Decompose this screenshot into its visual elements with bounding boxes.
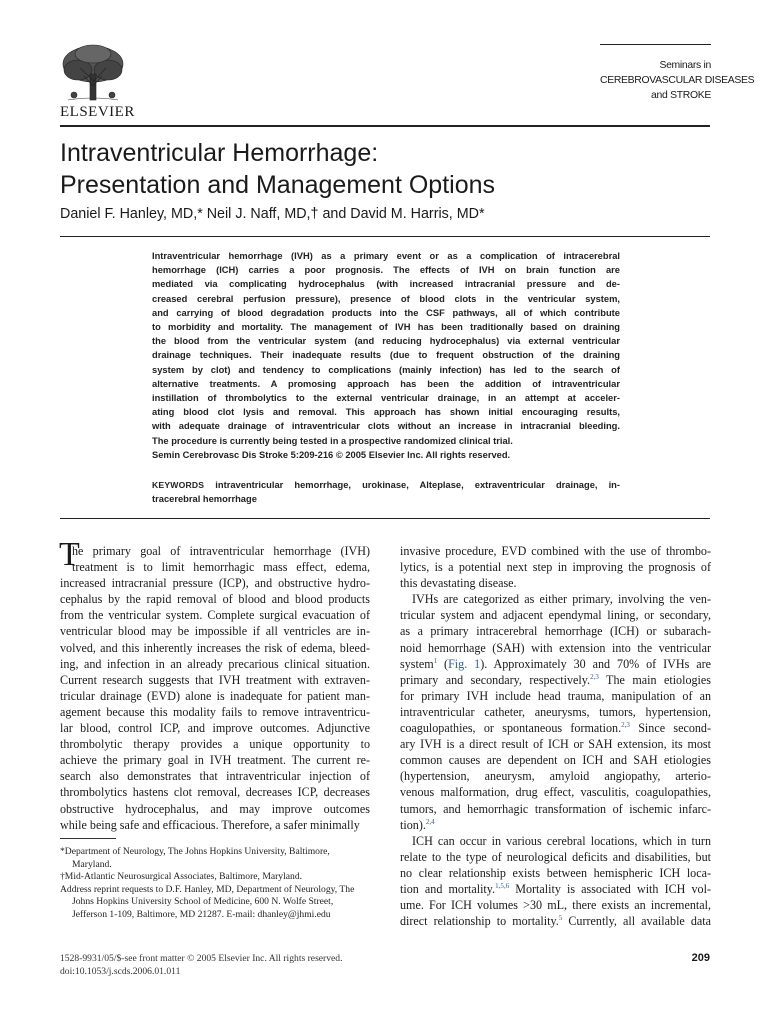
- journal-rule: [600, 44, 711, 45]
- abstract: Intraventricular hemorrhage (IVH) as a primary event or as a complication of intracerebral hemorrhage (ICH) carries a poor prognosis. The effects of IVH on brain function are mediated via complicating hydrocephalus (with increased intracranial pressure and de- creased cerebral perfusion pressure), presence of blood clots in the ventricular system, and carrying of blood degradation products into the CSF pathways, all of which contribute to morbidity and mortality. The management of IVH has been traditionally based on draining the blood from the ventricular system (and reducing hydrocephalus) via external ventricular drainage techniques. Their inadequate results (due to frequent obstruction of the draining system by clot) and tendency to complications (mainly infection) has led to the search of alternative treatments. A promosing approach has been the addition of intraventricular instillation of thrombolytics to the external ventricular drainage, in an attempt at acceler- ating blood clot lysis and removal. This approach has shown initial encouraging results, with adequate drainage of intraventricular clots without an increase in intracranial bleeding. The procedure is currently being tested in a prospective randomized clinical trial. Semin Cerebrovasc Dis Stroke 5:209-216 © 2005 Elsevier Inc. All rights reserved.: [152, 249, 620, 462]
- citation-ref[interactable]: 2,3: [590, 672, 599, 681]
- footnotes: *Department of Neurology, The Johns Hopkins University, Baltimore, Maryland. †Mid-Atlantic Neurosurgical Associates, Baltimore, Maryland. Address reprint requests to D.F. Hanley, MD, Department of Neurology, The Johns Hopkins University School of Medicine, 600 N. Wolfe Street, Jefferson 1-109, Baltimore, MD 21287. E-mail: dhanley@jhmi.edu: [60, 846, 355, 920]
- citation-line: Semin Cerebrovasc Dis Stroke 5:209-216 © 2005 Elsevier Inc. All rights reserved.: [152, 449, 511, 460]
- header-rule: [60, 125, 710, 127]
- citation-ref[interactable]: 1,5,6: [495, 881, 510, 890]
- body-column-right: invasive procedure, EVD combined with the use of thrombo- lytics, is a potential next step in improving the prognosis of this devastating disease. IVHs are categorized as either primary, involving the ven- tricular system and adjacent ependymal lining, or secondary, as a primary intracerebral hemorrhage (ICH) or subarach- noid hemorrhage (SAH) with extension into the ventricular system$^1$ (Fig. 1). Approximately 30 and 70% of IVHs are primary and secondary, respectively.$^{2,3}$ The main etiologies for primary IVH include head trauma, manipulation of an intraventricular catheter, aneurysms, tumors, hypertension, coagulopathies, or spontaneous formation.$^{2,3}$ Since second- ary IVH is a direct result of ICH or SAH extension, its most common causes are dependent on ICH and SAH etiologies (hypertension, aneurysm, amyloid angiopathy, arterio- venous malformation, drug effect, vasculitis, coagulopathies, tumors, and hemorrhagic transformation of ischemic infarc- tion).$^{2,4}$ ICH can occur in various cerebral locations, which in turn relate to the type of neurological deficits and disabilities, but no clear relationship exists between hemispheric ICH loca- tion and mortality.$^{1,5,6}$ Mortality is associated with ICH vol- ume. For ICH volumes >30 mL, there exists an incremental, direct relationship to mortality.$^5$ Currently, all available data: [400, 544, 712, 929]
- drop-cap: T: [59, 536, 80, 573]
- article-title: Intraventricular Hemorrhage: Presentation and Management Options: [60, 139, 495, 199]
- citation-ref[interactable]: 2,3: [621, 721, 630, 729]
- page-number: 209: [691, 952, 710, 964]
- citation-ref[interactable]: 5: [558, 914, 563, 923]
- footnote-rule: [60, 838, 116, 839]
- publisher-name: ELSEVIER: [60, 104, 135, 120]
- body-column-left: he primary goal of intraventricular hemorrhage (IVH) treatment is to limit hemorrhagic mass effect, edema, increased intracranial pressure (ICP), and obstructive hydro- cephalus by the rapid removal of blood and blood products from the ventricular system. Complete surgical evacuation of ventricular blood may be impossible if all ventricles are in- volved, and this inherently increases the risk of edema, bleed- ing, and infection in an already precarious clinical situation. Current research suggests that IVH treatment with extraven- tricular drainage (EVD) alone is inadequate for patient man- agement because this modality fails to remove intraventricu- lar blood, control ICP, and improve outcomes. Adjunctive thrombolytic therapy provides a unique opportunity to achieve the primary goal in IVH treatment. The current re- search also demonstrates that intraventricular injection of thrombolytics hastens clot removal, decreases ICP, decreases obstructive hydrocephalus, and may improve outcomes while being safe and efficacious. Therefore, a safer minimally: [60, 544, 370, 832]
- page-footer: 1528-9931/05/$-see front matter © 2005 Elsevier Inc. All rights reserved. doi:10.1053/j.scds.2006.01.011: [60, 953, 343, 977]
- keywords-label: KEYWORDS: [152, 480, 205, 490]
- keywords: KEYWORDS intraventricular hemorrhage, urokinase, Alteplase, extraventricular drainage, in- tracerebral hemorrhage: [152, 480, 620, 505]
- title-rule: [60, 236, 710, 237]
- figure-link[interactable]: Fig. 1: [448, 656, 481, 671]
- journal-name: Seminars in CEREBROVASCULAR DISEASES and STROKE: [600, 60, 755, 101]
- author-list: Daniel F. Hanley, MD,* Neil J. Naff, MD,† and David M. Harris, MD*: [60, 206, 485, 222]
- abstract-rule: [60, 518, 710, 519]
- doi: doi:10.1053/j.scds.2006.01.011: [60, 966, 181, 977]
- citation-ref[interactable]: 1: [433, 656, 438, 665]
- citation-ref[interactable]: 2,4: [425, 817, 435, 826]
